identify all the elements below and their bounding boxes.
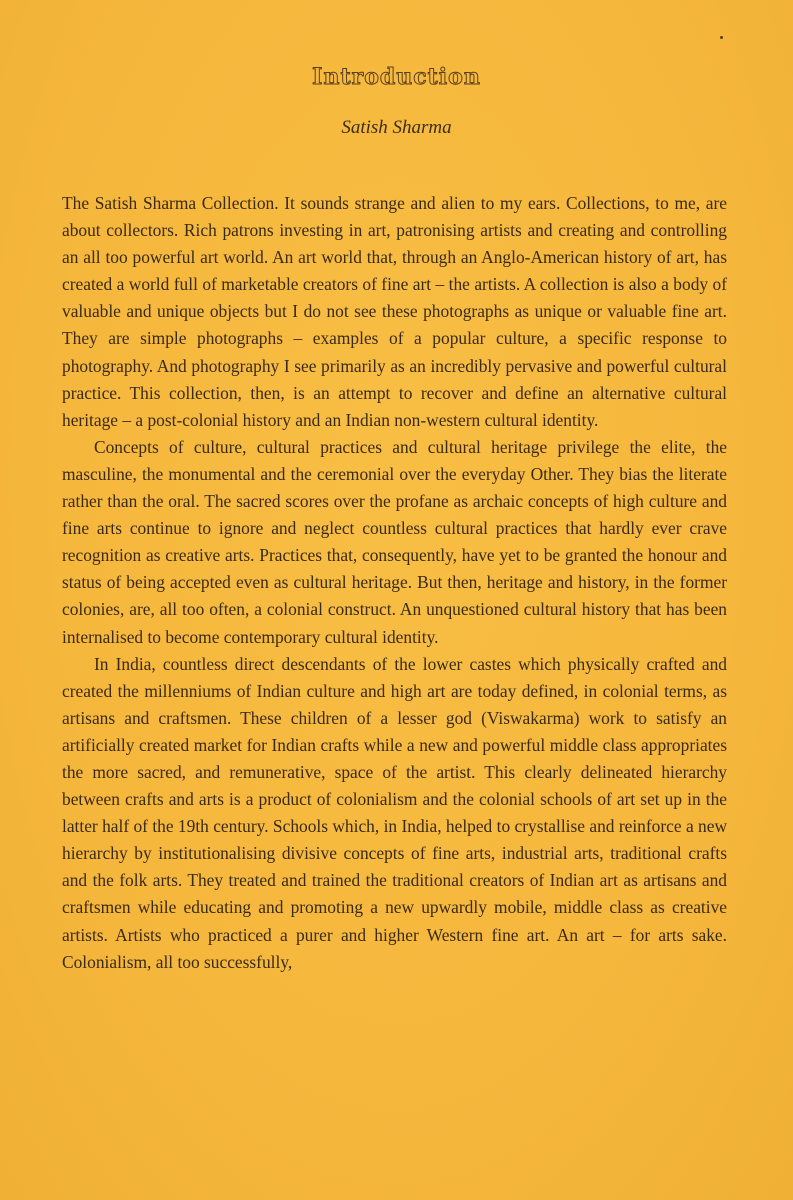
- page-title: Introduction: [312, 64, 481, 90]
- paper-speck: [720, 36, 723, 39]
- paragraph-2: Concepts of culture, cultural practices and cultural heritage privilege the elite, the masculine, the monumental and the ceremonial over the everyday Other. They bias the literate rather than the oral. The sacred scores over the profane as archaic concepts of high culture and fine arts continue to ignore and neglect countless cultural practices that hardly ever crave recognition as creative arts. Practices that, consequently, have yet to be granted the honour and status of being accepted even as cultural heritage. But then, heritage and history, in the former colonies, are, all too often, a colonial construct. An unquestioned cultural history that has been internalised to become contemporary cultural identity.: [62, 436, 727, 647]
- author-name: Satish Sharma: [341, 117, 452, 138]
- body-text: [62, 190, 727, 976]
- paragraph-3: In India, countless direct descendants of the lower castes which physically crafted and created the millenniums of Indian culture and high art are today defined, in colonial terms, as artisans and craftsmen. These children of a lesser god (Viswakarma) work to satisfy an artificially created market for Indian crafts while a new and powerful middle class appropriates the more sacred, and remunerative, space of the artist. This clearly delineated hierarchy between crafts and arts is a product of colonialism and the colonial schools of art set up in the latter half of the 19th century. Schools which, in India, helped to crystallise and reinforce a new hierarchy by institutionalising divisive concepts of fine arts, industrial arts, traditional crafts and the folk arts. They treated and trained the traditional creators of Indian art as artisans and craftsmen while educating and promoting a new upwardly mobile, middle class as creative artists. Artists who practiced a purer and higher Western fine art. An art – for arts sake. Colonialism, all too successfully,: [62, 653, 727, 972]
- paragraph-1: The Satish Sharma Collection. It sounds strange and alien to my ears. Collections, to me, are about collectors. Rich patrons investing in art, patronising artists and creating and controlling an all too powerful art world. An art world that, through an Anglo-American history of art, has created a world full of marketable creators of fine art – the artists. A collection is also a body of valuable and unique objects but I do not see these photographs as unique or valuable fine art. They are simple photographs – examples of a popular culture, a specific response to photography. And photography I see primarily as an incredibly pervasive and powerful cultural practice. This collection, then, is an attempt to recover and define an alternative cultural heritage – a post-colonial history and an Indian non-western cultural identity.: [62, 193, 727, 430]
